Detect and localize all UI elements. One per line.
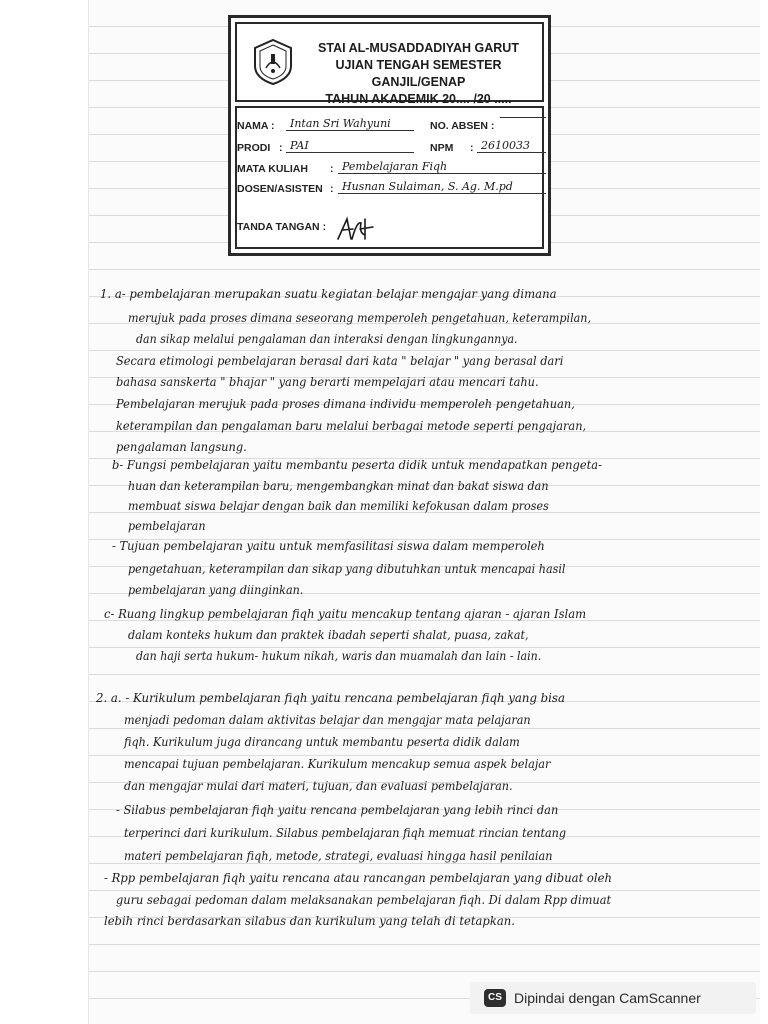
answer-line: lebih rinci berdasarkan silabus dan kurikulum yang telah di tetapkan. — [104, 914, 515, 928]
answer-line: materi pembelajaran fiqh, metode, strategi, evaluasi hingga hasil penilaian — [124, 849, 553, 863]
npm-value: 2610033 — [477, 139, 546, 153]
dosen-value: Husnan Sulaiman, S. Ag. M.pd — [338, 180, 546, 194]
answer-line: fiqh. Kurikulum juga dirancang untuk membantu peserta didik dalam — [124, 735, 520, 749]
institution-heading — [299, 40, 538, 108]
answer-line: - Rpp pembelajaran fiqh yaitu rencana atau rancangan pembelajaran yang dibuat oleh — [104, 871, 612, 885]
no-absen-label: NO. ABSEN : — [430, 120, 495, 132]
exam-header-box — [228, 15, 551, 256]
answer-line: menjadi pedoman dalam aktivitas belajar dan mengajar mata pelajaran — [124, 713, 531, 727]
answer-line: pembelajaran — [128, 519, 206, 533]
exam-name: UJIAN TENGAH SEMESTER GANJIL/GENAP — [335, 58, 502, 89]
dosen-colon: : — [330, 183, 334, 195]
answer-line: Secara etimologi pembelajaran berasal dari kata " belajar " yang berasal dari — [116, 354, 564, 368]
mata-kuliah-colon: : — [330, 163, 334, 175]
answer-line: guru sebagai pedoman dalam melaksanakan pembelajaran fiqh. Di dalam Rpp dimuat — [116, 893, 612, 907]
camscanner-text: Dipindai dengan CamScanner — [514, 990, 701, 1006]
answer-line: 1. a- pembelajaran merupakan suatu kegiatan belajar mengajar yang dimana — [100, 287, 557, 301]
answer-line: dan haji serta hukum- hukum nikah, waris dan muamalah dan lain - lain. — [136, 649, 542, 663]
answer-line: - Tujuan pembelajaran yaitu untuk memfasilitasi siswa dalam memperoleh — [112, 539, 545, 553]
answer-line: 2. a. - Kurikulum pembelajaran fiqh yaitu rencana pembelajaran fiqh yang bisa — [96, 691, 565, 705]
answer-line: bahasa sanskerta " bhajar " yang berarti mempelajari atau mencari tahu. — [116, 375, 539, 389]
npm-label: NPM — [430, 142, 454, 154]
prodi-colon: : — [279, 142, 283, 154]
paper-margin-line — [88, 0, 89, 1024]
answer-line: pengalaman langsung. — [116, 440, 247, 454]
answer-line: Pembelajaran merujuk pada proses dimana individu memperoleh pengetahuan, — [116, 397, 575, 411]
npm-colon: : — [470, 142, 474, 154]
answer-line: terperinci dari kurikulum. Silabus pembelajaran fiqh memuat rincian tentang — [124, 826, 567, 840]
mata-kuliah-label: MATA KULIAH — [237, 163, 308, 175]
answer-line: pembelajaran yang diinginkan. — [128, 583, 304, 597]
institution-panel — [235, 22, 544, 106]
answer-line: mencapai tujuan pembelajaran. Kurikulum mencakup semua aspek belajar — [124, 757, 551, 771]
camscanner-logo-icon: CS — [484, 989, 506, 1007]
institution-name: STAI AL-MUSADDADIYAH GARUT — [318, 41, 519, 55]
prodi-value: PAI — [286, 139, 414, 153]
answer-line: pengetahuan, keterampilan dan sikap yang dibutuhkan untuk mencapai hasil — [128, 562, 566, 576]
answer-line: membuat siswa belajar dengan baik dan memiliki kefokusan dalam proses — [128, 499, 549, 513]
mata-kuliah-value: Pembelajaran Fiqh — [338, 160, 546, 174]
dosen-label: DOSEN/ASISTEN — [237, 183, 323, 195]
institution-seal-icon — [251, 38, 295, 86]
answer-line: merujuk pada proses dimana seseorang memperoleh pengetahuan, keterampilan, — [128, 311, 592, 325]
signature-mark — [335, 215, 375, 243]
answer-line: dan mengajar mulai dari materi, tujuan, dan evaluasi pembelajaran. — [124, 779, 513, 793]
answer-line: - Silabus pembelajaran fiqh yaitu rencana pembelajaran yang lebih rinci dan — [116, 803, 559, 817]
answer-line: c- Ruang lingkup pembelajaran fiqh yaitu mencakup tentang ajaran - ajaran Islam — [104, 607, 587, 621]
no-absen-value — [500, 117, 546, 118]
answer-line: huan dan keterampilan baru, mengembangkan minat dan bakat siswa dan — [128, 479, 549, 493]
answer-line: b- Fungsi pembelajaran yaitu membantu peserta didik untuk mendapatkan pengeta- — [112, 458, 602, 472]
tanda-tangan-label: TANDA TANGAN : — [237, 221, 327, 233]
nama-label: NAMA : — [237, 120, 275, 132]
nama-value: Intan Sri Wahyuni — [286, 117, 414, 131]
answer-line: dan sikap melalui pengalaman dan interaksi dengan lingkungannya. — [136, 332, 518, 346]
camscanner-badge — [470, 982, 756, 1014]
academic-year: TAHUN AKADEMIK 20.... /20 ..... — [325, 92, 512, 106]
answer-line: keterampilan dan pengalaman baru melalui berbagai metode seperti pengajaran, — [116, 419, 587, 433]
answer-line: dalam konteks hukum dan praktek ibadah seperti shalat, puasa, zakat, — [128, 628, 529, 642]
prodi-label: PRODI — [237, 142, 271, 154]
